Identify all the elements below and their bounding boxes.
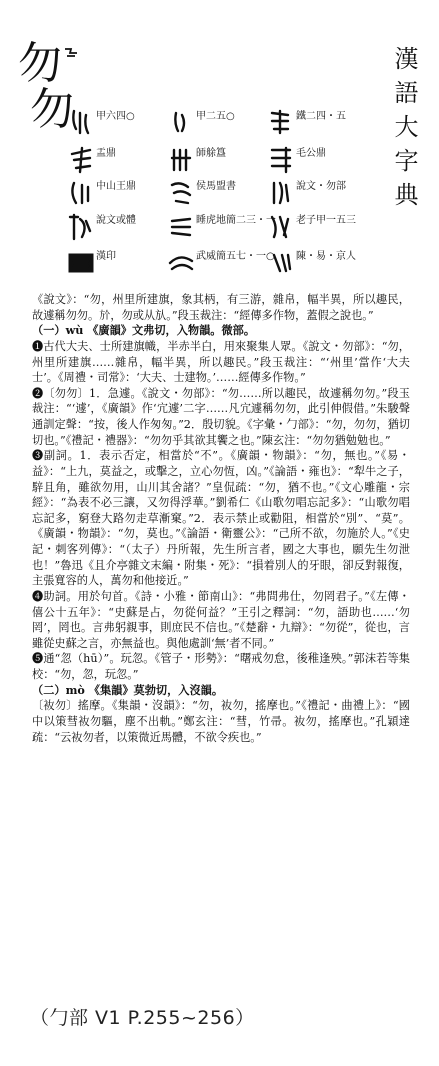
handwritten-page-reference: （勹部 V1 P.255~256） (30, 1007, 255, 1029)
sense-1: ❶古代大夫、士所建旗幟，半赤半白，用來聚集人眾。《說文・勿部》：“勿，州里所建旗……雜帛，幅半異，所以趣民。”段玉裁注：“‘州里’當作‘大夫士’。《周禮・司常》：‘大夫、士建物。’……經傳多作物。” (32, 339, 410, 385)
form-source-label: 師艅簋 (196, 148, 226, 159)
form-source-label: 盂鼎 (96, 148, 116, 159)
sense-mo-1: 〔䘠勿〕搖摩。《集韻・沒韻》：“勿，䘠勿，搖摩也。”《禮記・曲禮上》：“國中以策彗䘠勿驅，塵不出軌。”鄭玄注：“彗，竹帚。䘠勿，搖摩也。”孔穎達疏：“云䘠勿者，以策微近馬體，不欲令疾也。” (32, 699, 410, 744)
form-source-label: 老子甲一五三 (296, 215, 356, 226)
form-entry (266, 176, 398, 212)
seal-glyph-icon (266, 246, 296, 278)
section-heading-mo: （二）mò 《集韻》莫勃切，入沒韻。 (32, 682, 224, 697)
dictionary-title: 漢語大字典 (394, 45, 420, 209)
form-source-label: 漢印 (96, 251, 116, 262)
form-entry (266, 106, 398, 142)
sense-3: ❸副詞。1．表示否定，相當於“不”。《廣韻・物韻》：“勿，無也。”《易・益》：“上九，莫益之，或擊之，立心勿恆，凶。”《論語・雍也》：“犁牛之子，騂且角，雖欲勿用，山川其舍諸？”皇侃疏：“勿，猶不也。”《文心雕龍・宗經》：“為表不必三讓，又勿得浮華。”劉希仁《山歌勿唱忘記多》：“山歌勿唱忘記多，窮登大路勿走草漸窠。”2．表示禁止或勸阻，相當於“別”、“莫”。《廣韻・物韻》：“勿，莫也。”《論語・衛靈公》：“己所不欲，勿施於人。”《史記・刺客列傳》：“（太子）丹所報，先生所言者，國之大事也，願先生勿泄也！”魯迅《且介亭雜文末編・附集・死》：“損着別人的牙眼，卻反對報復，主張寬容的人，萬勿和他接近。” (32, 449, 410, 588)
bronze-glyph-icon (266, 143, 296, 175)
sense-2: ❷〔勿勿〕1．急遽。《說文・勿部》：“勿……所以趣民，故遽稱勿勿。”段玉裁注：“‘遽’，《廣韻》作‘宂遽’二字……凡宂遽稱勿勿，此引伸假借。”朱駿聲通訓定聲：“按，後人作匆匆。”2．殷切貌。《字彙・勹部》：“勿，勿勿，猶切切也。”《禮記・禮器》：“勿勿乎其欲其饗之也。”陳玄注：“勿勿猶勉勉也。” (32, 386, 410, 447)
form-source-label: 鐵二四・五 (296, 111, 346, 122)
bronze-glyph-icon (66, 176, 96, 208)
seal-glyph-icon (66, 210, 96, 242)
sense-4: ❹助詞。用於句首。《詩・小雅・節南山》：“弗問弗仕，勿罔君子。”《左傳・僖公十五年》：“史蘇是占，勿從何益？”王引之釋詞：“勿，語助也……‘勿罔’，罔也。言弗躬親事，則庶民不信也。”《楚辭・九辯》：“勿從”，從也，言雖從史蘇之言，亦無益也。與他處訓‘無’者不同。” (32, 589, 410, 650)
form-source-label: 陳・易・京人 (296, 251, 356, 262)
form-source-label: 毛公鼎 (296, 148, 326, 159)
entry-body (32, 292, 410, 745)
bamboo-glyph-icon (166, 210, 196, 242)
form-source-label: 中山王鼎 (96, 181, 136, 192)
headword-character: 勿 (18, 38, 62, 89)
bamboo-glyph-icon (166, 246, 196, 278)
silk-glyph-icon (266, 210, 296, 242)
seal-glyph-icon (266, 176, 296, 208)
entry-intro: 《說文》：“勿，州里所建旗，象其柄，有三游，雜帛，幅半異，所以趣民，故遽稱勿勿。𣃘，勿或从㫃。”段玉裁注：“經傳多作物，蓋假之說也。” (32, 293, 410, 322)
oracle-bone-glyph-icon (166, 106, 196, 138)
headword-reading-mark (63, 47, 79, 62)
form-entry (266, 246, 398, 282)
form-source-label: 武威簡五七・一○ (196, 251, 275, 262)
form-source-label: 甲六四○ (96, 111, 135, 122)
form-source-label: 說文或體 (96, 215, 136, 226)
bamboo-glyph-icon (166, 176, 196, 208)
headword-character-variant: 勿 (30, 84, 74, 135)
form-source-label: 睡虎地簡二三・一 (196, 215, 276, 226)
oracle-bone-glyph-icon (66, 106, 96, 138)
form-source-label: 說文・勿部 (296, 181, 346, 192)
seal-glyph-icon (66, 246, 96, 278)
oracle-bone-glyph-icon (266, 106, 296, 138)
bronze-glyph-icon (66, 143, 96, 175)
bronze-glyph-icon (166, 143, 196, 175)
form-source-label: 侯馬盟書 (196, 181, 236, 192)
sense-5: ❺通“忽（hū）”。玩忽。《管子・形勢》：“曙戒勿怠，後稚逢殃。”郭沫若等集校：“勿，忽，玩忽。” (32, 652, 410, 681)
seal-mark-icon (63, 47, 79, 59)
form-entry (266, 210, 398, 246)
section-heading-wu: （一）wù 《廣韻》文弗切，入物韻。微部。 (32, 323, 256, 338)
form-source-label: 甲二五○ (196, 111, 235, 122)
form-entry (266, 143, 398, 179)
